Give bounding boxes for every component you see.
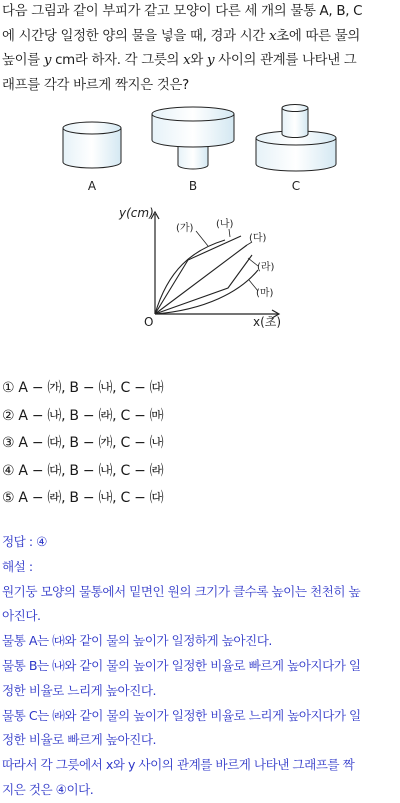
curve-label-ga: (가) [176, 223, 194, 234]
explanation-line: 따라서 각 그릇에서 x와 y 사이의 관계를 바르게 나타낸 그래프를 짝 [2, 757, 355, 773]
curve-ma [155, 270, 258, 314]
x-axis-label: x(초) [253, 315, 282, 329]
explanation-title: 해설 : [2, 558, 33, 574]
explanation-line: 물통 B는 ㈏와 같이 물의 높이가 일정한 비율로 빠르게 높아지다가 일 [2, 657, 361, 673]
container-label-c: C [291, 179, 301, 193]
explanation-line: 물통 C는 ㈑와 같이 물의 높이가 일정한 비율로 느리게 높아지다가 일 [2, 707, 361, 723]
origin-label: O [144, 315, 154, 329]
explanation-line: 원기둥 모양의 물통에서 밑면인 원의 크기가 클수록 높이는 천천히 높 [2, 583, 361, 599]
question-text [2, 0, 398, 98]
option-2[interactable]: ② A − ㈏, B − ㈑, C − ㈒ [2, 407, 164, 424]
option-4[interactable]: ④ A − ㈐, B − ㈏, C − ㈑ [2, 462, 164, 479]
graph-figure [0, 200, 400, 335]
question-line-3: 높이를 y cm라 하자. 각 그릇의 x와 y 사이의 관계를 나타낸 그 [2, 53, 357, 69]
curve-da [155, 245, 247, 314]
option-3[interactable]: ③ A − ㈐, B − ㈎, C − ㈏ [2, 435, 164, 451]
container-label-b: B [188, 179, 198, 193]
curve-label-da: (다) [249, 233, 267, 244]
explanation-line: 정한 비율로 느리게 높아진다. [2, 682, 156, 698]
y-axis-label: y(cm) [119, 206, 154, 220]
explanation-line: 지은 것은 ④이다. [2, 781, 94, 797]
answer-options [2, 375, 398, 513]
question-line-2: 에 시간당 일정한 양의 물을 넣을 때, 경과 시간 x초에 따른 물의 [2, 28, 360, 44]
question-line-1: 다음 그림과 같이 부피가 같고 모양이 다른 세 개의 물통 A, B, C [2, 4, 363, 19]
option-5[interactable]: ⑤ A − ㈑, B − ㈏, C − ㈐ [2, 490, 164, 506]
container-label-a: A [87, 179, 97, 193]
container-b [152, 107, 234, 169]
curve-label-ra: (라) [257, 262, 275, 273]
curve-label-na: (나) [216, 219, 234, 230]
curve-label-ma: (마) [256, 288, 274, 299]
explanation-line: 아진다. [2, 608, 41, 624]
explanation-line: 물통 A는 ㈐와 같이 물의 높이가 일정하게 높아진다. [2, 633, 272, 649]
curve-na [155, 236, 241, 314]
answer-label: 정답 : ④ [2, 534, 47, 549]
containers-figure [0, 100, 400, 200]
explanation-line: 정한 비율로 빠르게 높아진다. [2, 732, 156, 748]
container-c [256, 105, 336, 172]
question-line-4: 래프를 각각 바르게 짝지은 것은? [2, 77, 189, 93]
curve-ga [155, 240, 225, 314]
answer-section [2, 530, 398, 803]
option-1[interactable]: ① A − ㈎, B − ㈏, C − ㈐ [2, 380, 164, 396]
container-a [63, 122, 121, 168]
